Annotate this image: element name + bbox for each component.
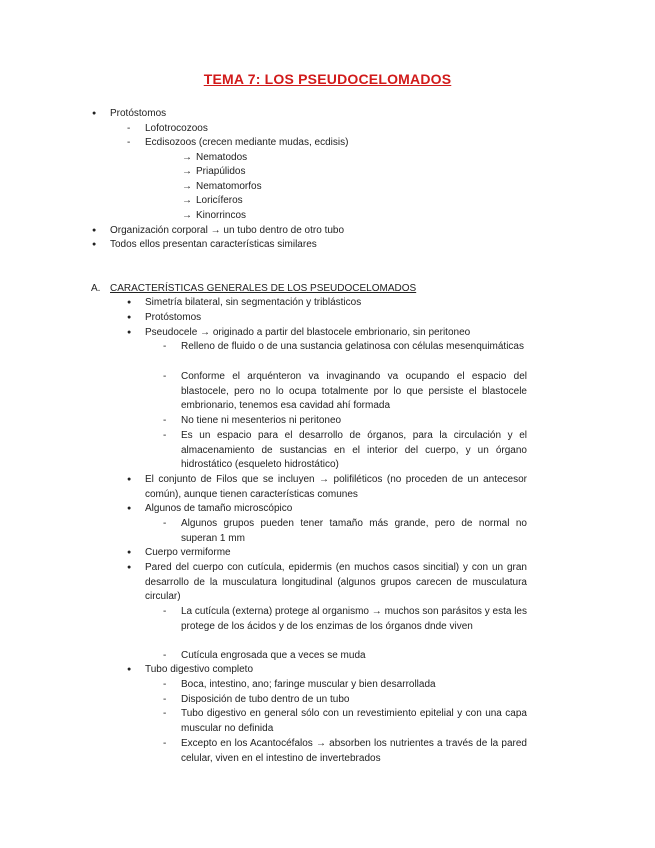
list-item: - No tiene ni mesenterios ni peritoneo — [181, 414, 341, 429]
list-item: → Kinorrincos — [196, 209, 246, 224]
list-item: - Algunos grupos pueden tener tamaño más grande, pero de normal no superan 1 mm — [181, 517, 527, 546]
list-item: → Loricíferos — [196, 194, 243, 209]
list-item: - Excepto en los Acantocéfalos → absorben los nutrientes a través de la pared celular, viven en el intestino de invertebrados — [181, 737, 527, 766]
list-item: ● Protóstomos — [110, 107, 166, 122]
list-item: ● El conjunto de Filos que se incluyen → polifiléticos (no proceden de un antecesor común), aunque tienen características comunes — [145, 473, 527, 502]
list-item: ● Tubo digestivo completo — [145, 663, 253, 678]
page-title: TEMA 7: LOS PSEUDOCELOMADOS — [203, 71, 452, 87]
list-item: ● Pseudocele → originado a partir del blastocele embrionario, sin peritoneo — [145, 326, 470, 341]
list-item: - Relleno de fluido o de una sustancia gelatinosa con células mesenquimáticas — [181, 340, 527, 355]
list-item: ● Algunos de tamaño microscópico — [145, 502, 292, 517]
list-item: ● Organización corporal → un tubo dentro de otro tubo — [110, 224, 344, 239]
list-item: ● Todos ellos presentan características similares — [110, 238, 317, 253]
list-item: ● Simetría bilateral, sin segmentación y triblásticos — [145, 296, 361, 311]
list-item: - Boca, intestino, ano; faringe muscular y bien desarrollada — [181, 678, 436, 693]
list-item: - Conforme el arquénteron va invaginando va ocupando el espacio del blastocele, pero no lo ocupa totalmente por lo que persiste el blastocele embrionario, tenemos esa cavidad ahí formada — [181, 370, 527, 414]
list-item: ● Cuerpo vermiforme — [145, 546, 231, 561]
list-item: - Lofotrocozoos — [145, 122, 208, 137]
list-item: → Nematomorfos — [196, 180, 262, 195]
list-item: - Ecdisozoos (crecen mediante mudas, ecdisis) — [145, 136, 348, 151]
list-item: - La cutícula (externa) protege al organismo → muchos son parásitos y esta les protege de los ácidos y de los enzimas de los órganos dnde viven — [181, 605, 527, 634]
list-item: - Cutícula engrosada que a veces se muda — [181, 649, 366, 664]
list-item: - Es un espacio para el desarrollo de órganos, para la circulación y el almacenamiento de sustancias en el interior del cuerpo, y un órgano hidrostático (esqueleto hidrostático) — [181, 429, 527, 473]
section-letter: A. — [91, 283, 101, 294]
list-item: ● Pared del cuerpo con cutícula, epidermis (en muchos casos sincitial) y con un gran desarrollo de la musculatura longitudinal (algunos grupos carecen de musculatura circular) — [145, 561, 527, 605]
list-item: - Disposición de tubo dentro de un tubo — [181, 693, 349, 708]
section-title: CARACTERÍSTICAS GENERALES DE LOS PSEUDOCELOMADOS — [110, 283, 417, 294]
list-item: → Priapúlidos — [196, 165, 245, 180]
list-item: → Nematodos — [196, 151, 247, 166]
list-item: - Tubo digestivo en general sólo con un revestimiento epitelial y con una capa muscular no definida — [181, 707, 527, 736]
list-item: ● Protóstomos — [145, 311, 201, 326]
